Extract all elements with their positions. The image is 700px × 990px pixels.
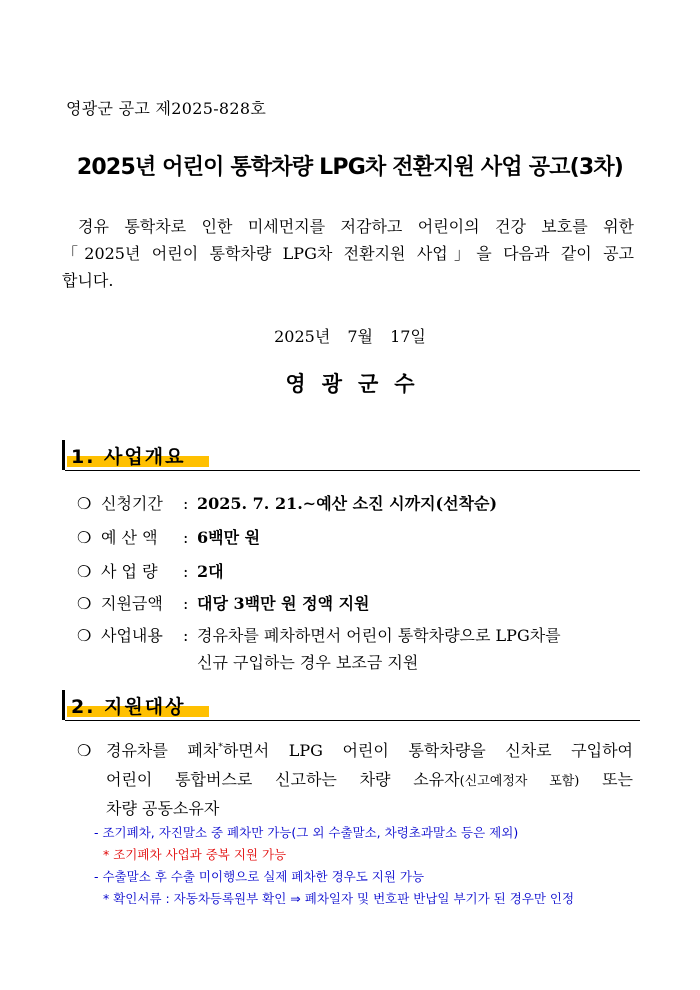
item-label: 예 산 액 bbox=[101, 528, 158, 547]
circle-bullet-icon: ❍ bbox=[77, 594, 92, 613]
item-value: 대당 3백만 원 정액 지원 bbox=[197, 594, 370, 613]
section-1-title: 1. 사업개요 bbox=[71, 446, 186, 468]
item-label: 사 업 량 bbox=[101, 562, 158, 581]
footnote-mark: * bbox=[218, 742, 223, 753]
notice-date: 2025년 7월 17일 bbox=[274, 327, 426, 346]
eligibility-line-2 bbox=[106, 767, 633, 790]
note-documents: * 확인서류 : 자동차등록원부 확인 ⇒ 폐차일자 및 번호판 반납일 부기가 된 경우만 인정 bbox=[103, 891, 575, 906]
intro-line-3: 합니다. bbox=[62, 271, 114, 290]
note-duplicate-support: * 조기폐차 사업과 중복 지원 가능 bbox=[103, 847, 287, 862]
item-label: 신청기간 bbox=[101, 494, 163, 513]
overview-item-period: ❍ 신청기간 : 2025. 7. 21.∼예산 소진 시까지(선착순) bbox=[77, 491, 497, 514]
overview-item-content-continued: 신규 구입하는 경우 보조금 지원 bbox=[197, 653, 419, 672]
eligibility-text: 또는 bbox=[579, 770, 634, 789]
item-value: 2대 bbox=[197, 562, 224, 581]
note-export-cancel: - 수출말소 후 수출 미이행으로 실제 폐차한 경우도 지원 가능 bbox=[94, 869, 425, 884]
section-1-heading bbox=[62, 442, 185, 469]
eligibility-text: 하면서 LPG 어린이 통학차량을 신차로 구입하여 bbox=[222, 741, 634, 760]
eligibility-line-1 bbox=[77, 738, 633, 761]
overview-item-amount: ❍ 지원금액 : 대당 3백만 원 정액 지원 bbox=[77, 591, 370, 614]
eligibility-text: 어린이 통합버스로 신고하는 차량 소유자 bbox=[106, 770, 460, 789]
item-value: 경유차를 폐차하면서 어린이 통학차량으로 LPG차를 bbox=[197, 626, 561, 645]
eligibility-text: 경유차를 폐차 bbox=[106, 741, 219, 760]
circle-bullet-icon: ❍ bbox=[77, 741, 92, 760]
issuer-name: 영광군수 bbox=[285, 371, 431, 396]
circle-bullet-icon: ❍ bbox=[77, 528, 92, 547]
intro-line-1: 경유 통학차로 인한 미세먼지를 저감하고 어린이의 건강 보호를 위한 bbox=[78, 217, 634, 236]
heading-underline bbox=[65, 720, 640, 721]
overview-item-content: ❍ 사업내용 : 경유차를 폐차하면서 어린이 통학차량으로 LPG차를 bbox=[77, 623, 561, 646]
heading-underline bbox=[65, 470, 640, 471]
section-2-heading bbox=[62, 692, 185, 719]
overview-item-quantity: ❍ 사 업 량 : 2대 bbox=[77, 559, 224, 582]
eligibility-line-3: 차량 공동소유자 bbox=[106, 799, 220, 818]
item-value: 6백만 원 bbox=[197, 528, 261, 547]
item-label: 사업내용 bbox=[101, 626, 163, 645]
eligibility-small-note: (신고예정자 포함) bbox=[459, 774, 580, 789]
circle-bullet-icon: ❍ bbox=[77, 562, 92, 581]
notice-number: 영광군 공고 제2025-828호 bbox=[66, 99, 267, 118]
document-title: 2025년 어린이 통학차량 LPG차 전환지원 사업 공고(3차) bbox=[76, 155, 624, 180]
intro-line-2: 「2025년 어린이 통학차량 LPG차 전환지원 사업」을 다음과 같이 공고 bbox=[62, 244, 634, 263]
note-scrappage: - 조기폐차, 자진말소 중 폐차만 가능(그 외 수출말소, 차령초과말소 등은 제외) bbox=[94, 825, 519, 840]
item-label: 지원금액 bbox=[101, 594, 163, 613]
overview-item-budget: ❍ 예 산 액 : 6백만 원 bbox=[77, 525, 260, 548]
item-value: 2025. 7. 21.∼예산 소진 시까지(선착순) bbox=[197, 494, 498, 513]
section-2-title: 2. 지원대상 bbox=[71, 696, 186, 718]
circle-bullet-icon: ❍ bbox=[77, 626, 92, 645]
circle-bullet-icon: ❍ bbox=[77, 494, 92, 513]
